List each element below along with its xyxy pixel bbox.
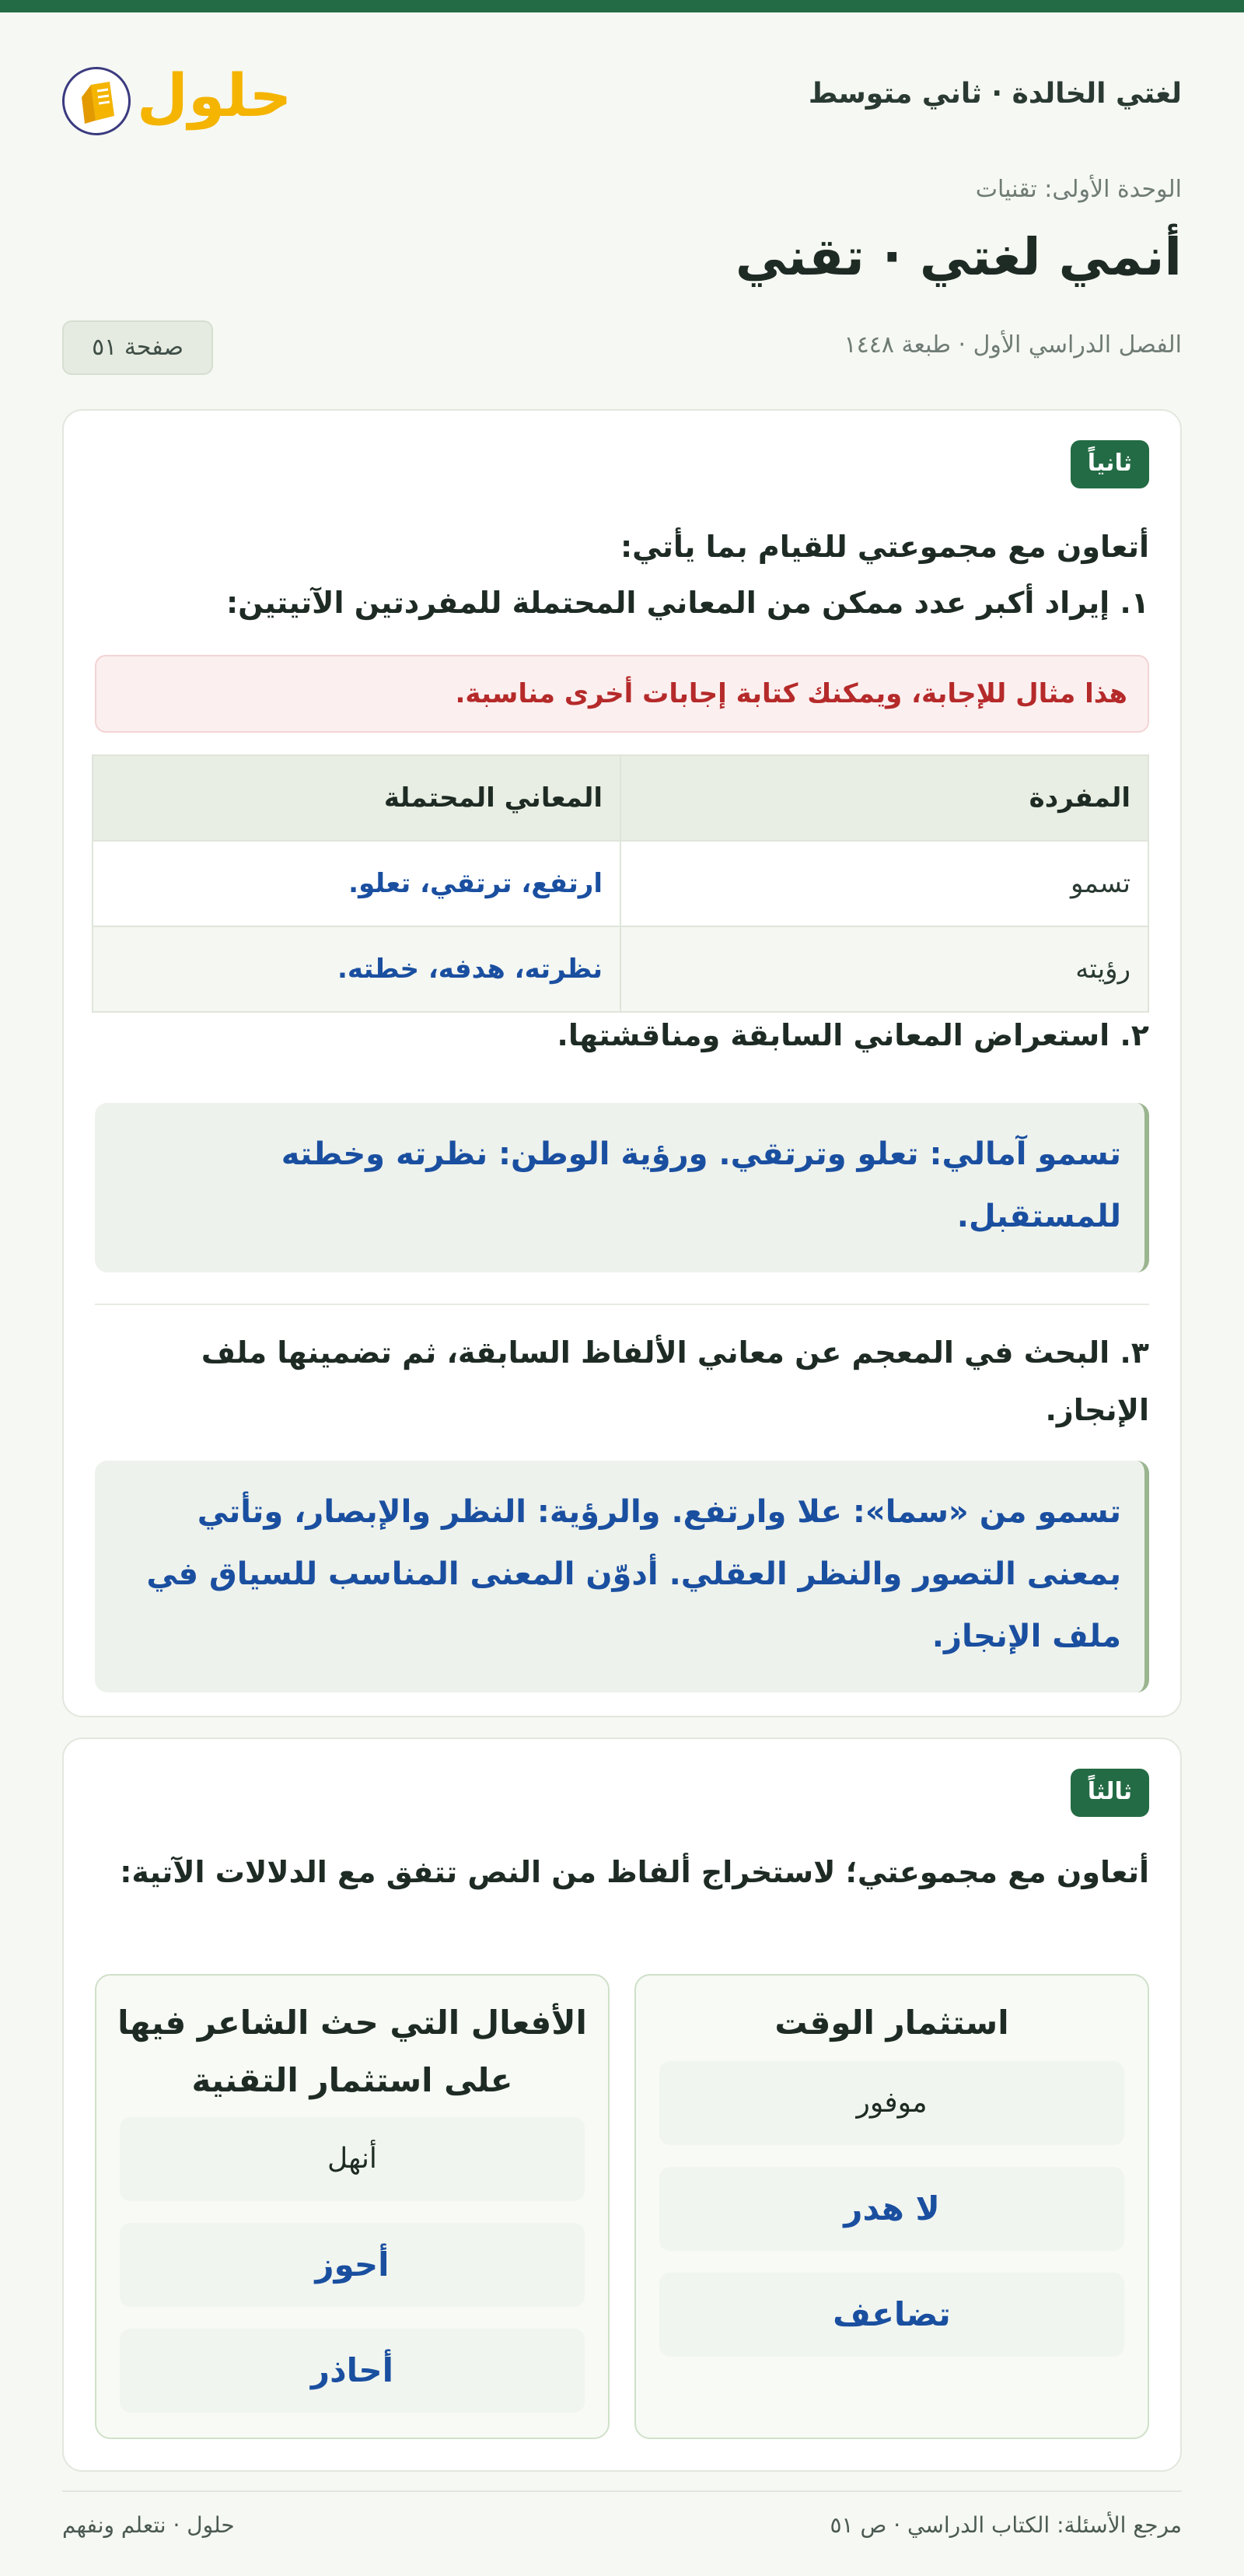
footer-reference: مرجع الأسئلة: الكتاب الدراسي · ص ٥١ [830, 2512, 1182, 2538]
vocab-word: رؤيته [620, 926, 1148, 1012]
vocab-word: تسمو [620, 841, 1148, 926]
section-tag: ثالثاً [1071, 1769, 1149, 1817]
vocab-meaning: نظرته، هدفه، خطته. [93, 926, 620, 1012]
column-time-investment [634, 1974, 1149, 2439]
column-header: المعاني المحتملة [93, 755, 620, 841]
list-item: أنهل [120, 2117, 585, 2201]
meaning-columns [95, 1974, 1149, 2439]
footer-divider [62, 2490, 1182, 2492]
answer-three: تسمو من «سما»: علا وارتفع. والرؤية: النظر والإبصار، وتأتي بمعنى التصور والنظر العقلي. أدوّن المعنى المناسب للسياق في ملف الإنجاز. [95, 1461, 1149, 1692]
vocabulary-table [92, 754, 1149, 1013]
section-three-card [62, 1738, 1182, 2472]
footer-brand: حلول · نتعلم ونفهم [62, 2512, 235, 2538]
list-item: أحوز [120, 2223, 585, 2307]
answer-two: تسمو آمالي: تعلو وترتقي. ورؤية الوطن: نظرته وخطته للمستقبل. [95, 1103, 1149, 1272]
semester-label: الفصل الدراسي الأول · طبعة ١٤٤٨ [844, 331, 1182, 359]
table-row [93, 841, 1148, 926]
column-header: المفردة [620, 755, 1148, 841]
list-item: لا هدر [659, 2167, 1124, 2251]
question-one: ١. إيراد أكبر عدد ممكن من المعاني المحتملة للمفردتين الآتيتين: [225, 586, 1149, 620]
header [62, 12, 1182, 168]
lesson-title: أنمي لغتي · تقني [735, 227, 1182, 287]
question-two: ٢. استعراض المعاني السابقة ومناقشتها. [557, 1018, 1149, 1052]
table-row [93, 926, 1148, 1012]
vocab-meaning: ارتفع، ترتقي، تعلو. [93, 841, 620, 926]
column-title: الأفعال التي حث الشاعر فيها على استثمار التقنية [117, 2004, 587, 2099]
section-intro: أتعاون مع مجموعتي؛ لاستخراج ألفاظ من النص تتفق مع الدلالات الآتية: [120, 1855, 1149, 1889]
logo-wordmark: حلول [137, 61, 292, 130]
logo[interactable] [62, 53, 292, 138]
question-three: ٣. البحث في المعجم عن معاني الألفاظ السابقة، ثم تضمينها ملف الإنجاز. [201, 1335, 1149, 1427]
page [62, 12, 1182, 2389]
list-item: أحاذر [120, 2329, 585, 2413]
book-icon [62, 67, 131, 135]
page-number-badge: صفحة ٥١ [62, 320, 213, 375]
list-item: تضاعف [659, 2273, 1124, 2357]
table-header-row [93, 755, 1148, 841]
unit-label: الوحدة الأولى: تقنيات [975, 176, 1182, 203]
book-title: لغتي الخالدة · ثاني متوسط [808, 78, 1182, 110]
section-tag: ثانياً [1071, 440, 1149, 488]
section-intro: أتعاون مع مجموعتي للقيام بما يأتي: [620, 530, 1149, 564]
list-item: موفور [659, 2061, 1124, 2145]
column-technology-verbs [95, 1974, 610, 2439]
divider [95, 1304, 1149, 1305]
column-title: استثمار الوقت [774, 2004, 1009, 2042]
top-accent-bar [0, 0, 1244, 12]
example-note: هذا مثال للإجابة، ويمكنك كتابة إجابات أخرى مناسبة. [95, 655, 1149, 733]
section-two-card [62, 409, 1182, 1717]
